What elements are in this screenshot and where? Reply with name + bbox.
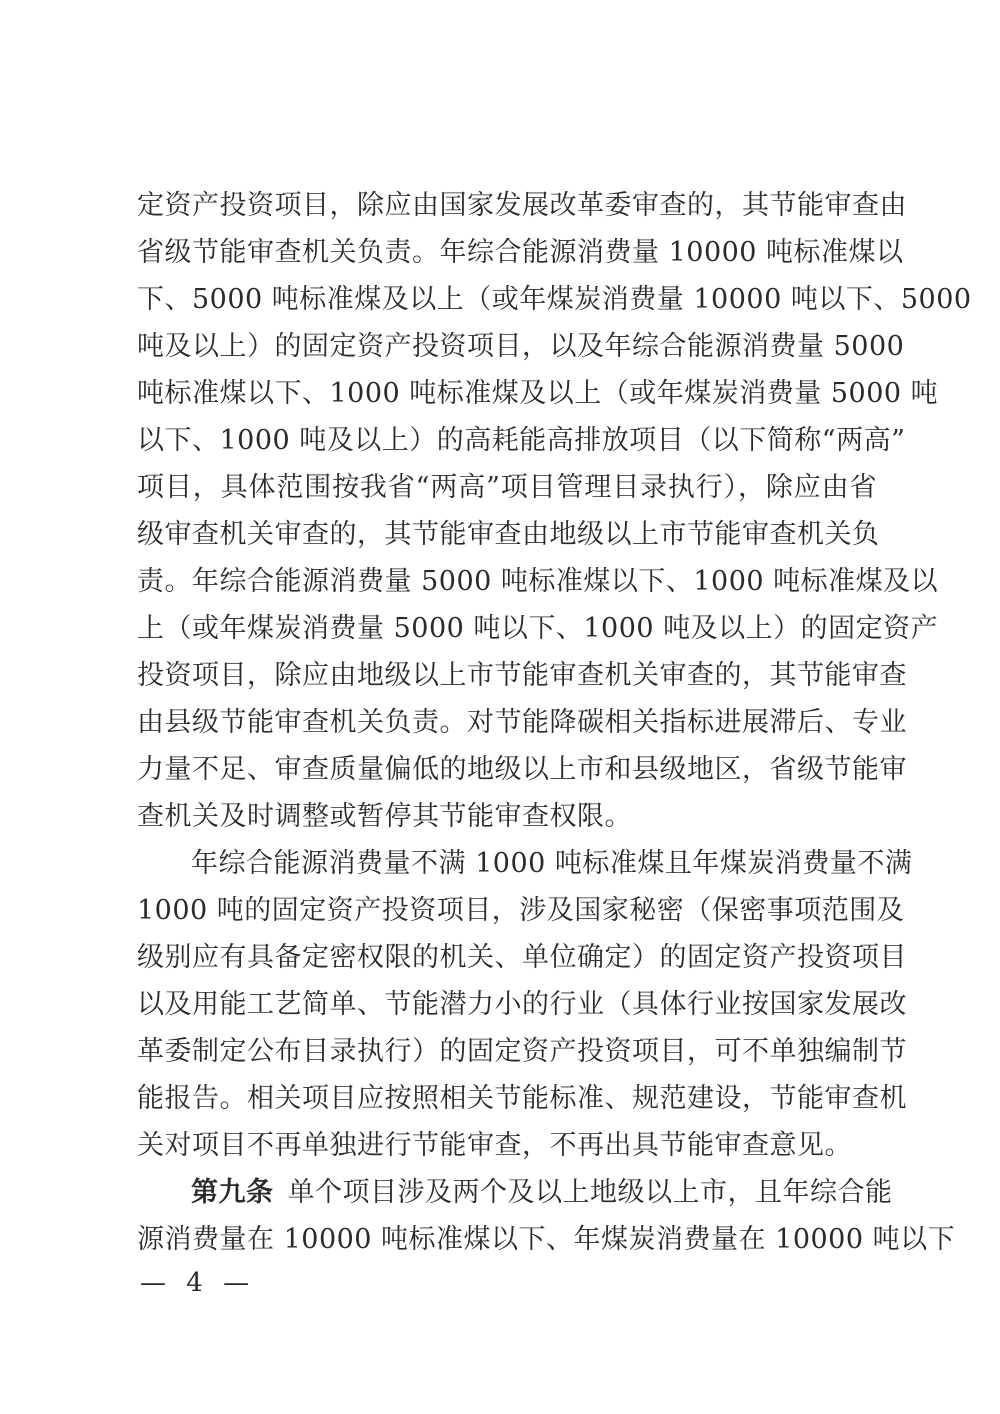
page-number: — 4 — [140,1268,256,1298]
text-line: 责。年综合能源消费量 5000 吨标准煤以下、1000 吨标准煤及以 [137,566,939,597]
text-line: 革委制定公布目录执行）的固定资产投资项目，可不单独编制节 [137,1036,907,1067]
text-line: 省级节能审查机关负责。年综合能源消费量 10000 吨标准煤以 [137,237,904,268]
text-line: 能报告。相关项目应按照相关节能标准、规范建设，节能审查机 [137,1083,907,1114]
text-line: 以及用能工艺简单、节能潜力小的行业（具体行业按国家发展改 [137,989,907,1020]
article-text: 单个项目涉及两个及以上地级以上市，且年综合能 [287,1177,893,1208]
text-line: 由县级节能审查机关负责。对节能降碳相关指标进展滞后、专业 [137,707,907,738]
text-line: 查机关及时调整或暂停其节能审查权限。 [137,801,632,832]
text-line: 源消费量在 10000 吨标准煤以下、年煤炭消费量在 10000 吨以下 [137,1224,956,1255]
text-line: 力量不足、审查质量偏低的地级以上市和县级地区，省级节能审 [137,754,907,785]
text-line: 项目，具体范围按我省“两高”项目管理目录执行），除应由省 [137,472,877,503]
article-number: 第九条 [191,1177,274,1208]
text-line: 吨标准煤以下、1000 吨标准煤及以上（或年煤炭消费量 5000 吨 [137,378,939,409]
text-line: 级别应有具备定密权限的机关、单位确定）的固定资产投资项目 [137,942,907,973]
text-line: 关对项目不再单独进行节能审查，不再出具节能审查意见。 [137,1130,852,1161]
text-line: 年综合能源消费量不满 1000 吨标准煤且年煤炭消费量不满 [191,848,913,879]
text-line: 1000 吨的固定资产投资项目，涉及国家秘密（保密事项范围及 [137,895,905,926]
article-line [137,1169,893,1216]
text-line: 级审查机关审查的，其节能审查由地级以上市节能审查机关负 [137,519,880,550]
text-line: 以下、1000 吨及以上）的高耗能高排放项目（以下简称“两高” [137,425,906,456]
text-line: 吨及以上）的固定资产投资项目，以及年综合能源消费量 5000 [137,331,905,362]
text-line: 定资产投资项目，除应由国家发展改革委审查的，其节能审查由 [137,190,907,221]
body-text [137,182,972,1263]
text-line: 投资项目，除应由地级以上市节能审查机关审查的，其节能审查 [137,660,907,691]
text-line: 下、5000 吨标准煤及以上（或年煤炭消费量 10000 吨以下、5000 [137,284,972,315]
text-line: 上（或年煤炭消费量 5000 吨以下、1000 吨及以上）的固定资产 [137,613,939,644]
